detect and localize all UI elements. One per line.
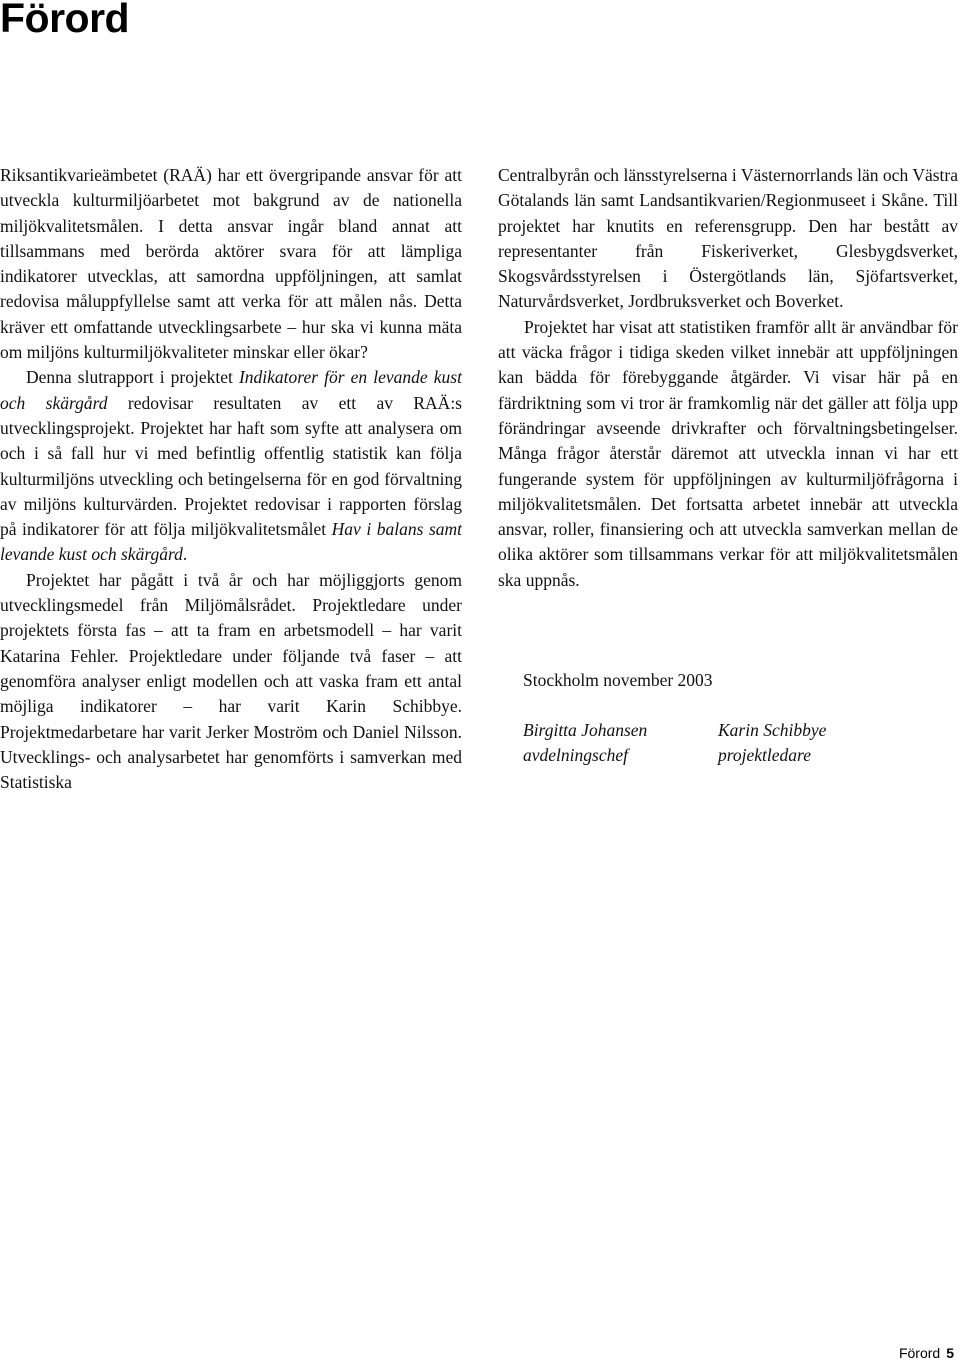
page-title: Förord <box>0 0 130 41</box>
signature-name: Karin Schibbye <box>718 720 827 740</box>
paragraph-report-text-c: redovisar resultaten av ett av RAÄ:s utvecklingsprojekt. Projektet har haft som syfte att analysera om och i så fall hur vi med befintlig offentlig statistik kan följa kulturmiljöns utveckling och betingelserna för en god förvaltning av miljöns kulturvärden. Projektet redovisar i rapporten förslag på indikatorer för att följa miljökvalitetsmålet <box>0 392 462 540</box>
paragraph-report-text-e: . <box>182 544 188 565</box>
signature-block-2 <box>718 718 826 769</box>
signature-name: Birgitta Johansen <box>523 720 648 740</box>
paragraph-project-history: Projektet har pågått i två år och har möjliggjorts genom utvecklingsmedel från Miljömålsrådet. Projektledare under projektets första fas – att ta fram en arbetsmodell – har varit Katarina Fehler. Projektledare under följande två faser – att genomföra analyser enligt modellen och att vaska fram ett antal möjliga indikatorer – har varit Karin Schibbye. Projektmedarbetare har varit Jerker Moström och Daniel Nilsson. Utvecklings- och analysarbetet har genomförts i samverkan med Statistiska <box>0 569 462 793</box>
signature-role: avdelningschef <box>523 745 628 766</box>
place-date: Stockholm november 2003 <box>523 670 713 690</box>
paragraph-report <box>0 365 462 567</box>
signature-block-1 <box>523 718 647 769</box>
right-column <box>498 163 958 593</box>
paragraph-intro: Riksantikvarieämbetet (RAÄ) har ett övergripande ansvar för att utveckla kulturmiljöarbetet mot bakgrund av de nationella miljökvalitetsmålen. I detta ansvar ingår bland annat att tillsammans med berörda aktörer svara för att lämpliga indikatorer utvecklas, att samordna uppföljningen, att samlat redovisa måluppfyllelse samt att verka för att målen nås. Detta kräver ett omfattande utvecklingsarbete – hur ska vi kunna mäta om miljöns kulturmiljökvaliteter minskar eller ökar? <box>0 165 462 363</box>
paragraph-collaboration: Centralbyrån och länsstyrelserna i Västernorrlands län och Västra Götalands län samt Landsantikvarien/Regionmuseet i Skåne. Till projektet har knutits en referensgrupp. Den har bestått av representanter från Fiskeriverket, Glesbygdsverket, Skogsvårdsstyrelsen i Östergötlands län, Sjöfartsverket, Naturvårdsverket, Jordbruksverket och Boverket. <box>498 165 958 312</box>
goal-title-italic: Hav i balans samt levande kust och skärgård <box>0 519 463 565</box>
left-column <box>0 163 462 795</box>
paragraph-conclusions: Projektet har visat att statistiken framför allt är användbar för att väcka frågor i tidiga skeden vilket innebär att uppföljningen kan bädda för förebyggande åtgärder. Vi visar här på en färdriktning som vi tror är framkomlig när det gäller att följa upp förändringar avseende drivkrafter och förvaltningsbetingelser. Många frågor återstår däremot att utveckla innan vi har ett fungerande system för uppföljningen av kulturmiljöfrågorna i miljökvalitetsmålen. Det fortsatta arbetet innebär att utveckla ansvar, roller, finansiering och att utveckla samverkan mellan de olika aktörer som tillsammans verkar för att miljökvalitetsmålen ska uppnås. <box>498 316 958 590</box>
paragraph-report-text-a: Denna slutrapport i projektet <box>26 367 239 388</box>
page-footer <box>899 1344 954 1362</box>
signature-role: projektledare <box>718 745 811 766</box>
footer-label: Förord <box>898 1345 941 1361</box>
page-number: 5 <box>946 1345 954 1361</box>
project-title-italic: Indikatorer för en levande kust och skärgård <box>0 367 462 413</box>
